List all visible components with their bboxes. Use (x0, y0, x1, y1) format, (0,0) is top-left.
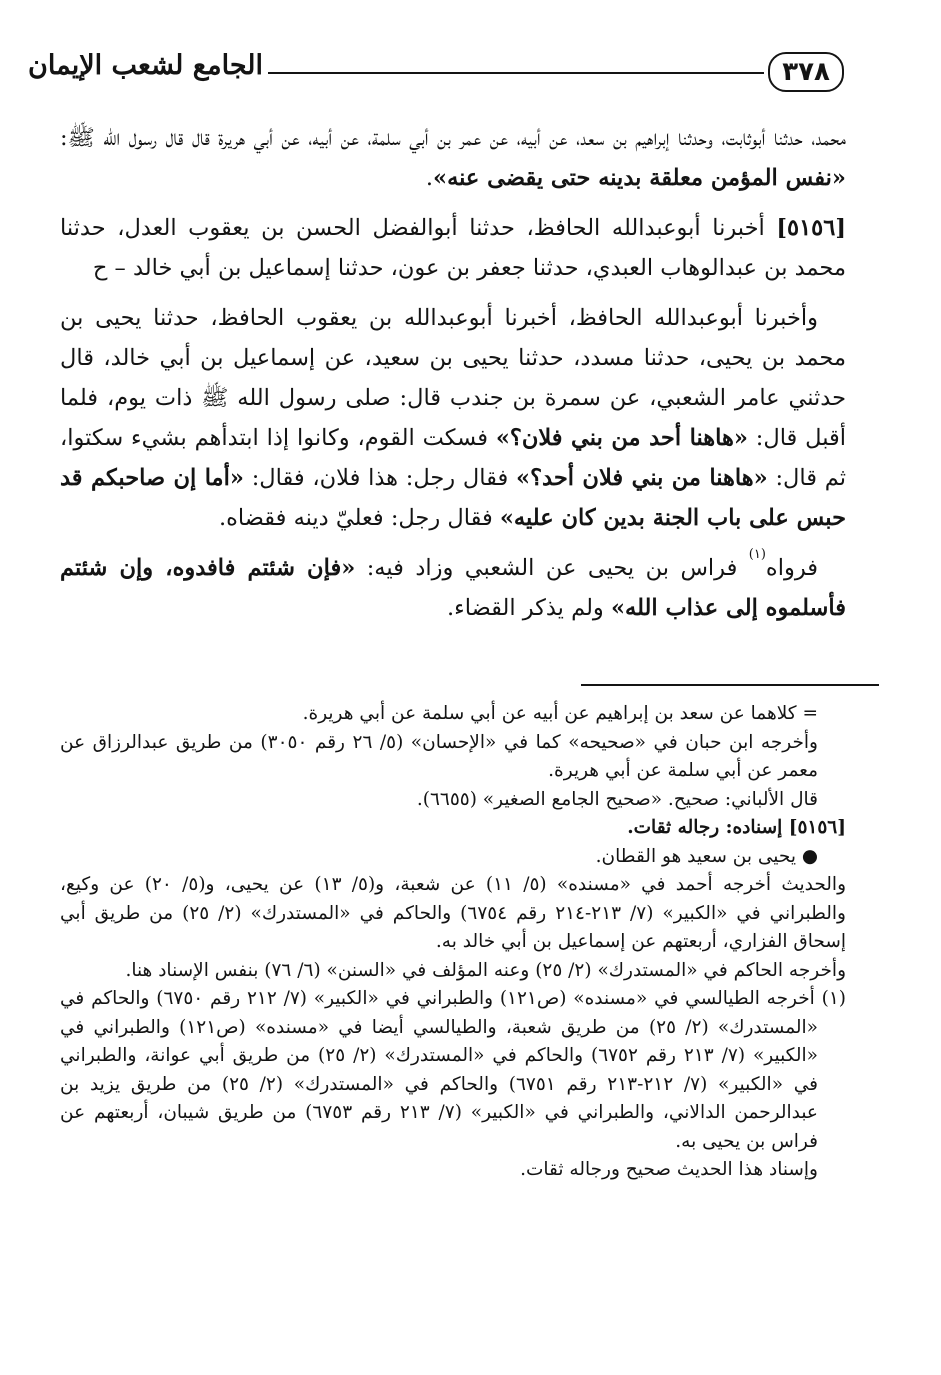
hadith-number: [٥١٥٦] (776, 215, 846, 241)
paragraph (60, 298, 846, 538)
text-run: أخبرنا أبوعبدالله الحافظ، حدثنا أبوالفضل الحسن بن يعقوب العدل، حدثنا محمد بن عبدالوهاب العبدي، حدثنا جعفر بن عون، حدثنا إسماعيل بن أبي خالد – ح (60, 215, 846, 281)
text-run: فرواه (765, 555, 818, 581)
footnote-reference[interactable]: (١) (748, 547, 766, 562)
page-number (768, 52, 844, 92)
page-header (28, 42, 844, 102)
paragraph (60, 118, 846, 198)
text-run: فقال رجل: فعليّ دينه فقضاه. (218, 505, 500, 531)
note-line: وإسناد هذا الحديث صحيح ورجاله ثقات. (520, 1159, 818, 1180)
note-line: والحديث أخرجه أحمد في «مسنده» (٥/ ١١) عن شعبة، و(٥/ ١٣) عن يحيى، و(٥/ ٢٠) عن وكيع، والطبراني في «الكبير» (٧/ ٢١٣-٢١٤ رقم ٦٧٥٤) والحاكم في «المستدرك» (٢/ ٢٥) من طريق أبي إسحاق الفزاري، أربعتهم عن إسماعيل بن أبي خالد به. (60, 874, 847, 952)
note-line: وأخرجه ابن حبان في «صحيحه» كما في «الإحسان» (٥/ ٢٦ رقم ٣٠٥٠) من طريق عبدالرزاق عن معمر عن أبي سلمة عن أبي هريرة. (60, 731, 818, 781)
hadith-quote: «أما إن صاحبكم قد حبس على باب الجنة بدين كان عليه» (60, 465, 846, 531)
note-line (60, 814, 846, 843)
note-line: = كلاهما عن سعد بن إبراهيم عن أبيه عن أبي سلمة عن أبي هريرة. (302, 703, 818, 724)
paragraph (60, 548, 846, 628)
header-rule (268, 72, 764, 74)
note-line: ● يحيى بن سعيد هو القطان. (595, 845, 818, 867)
text-run: فراس بن يحيى عن الشعبي وزاد فيه: (355, 555, 749, 581)
paragraph (60, 208, 846, 288)
text-run: وأخبرنا أبوعبدالله الحافظ، أخبرنا أبوعبدالله بن يعقوب الحافظ، حدثنا يحيى بن محمد بن يحيى، حدثنا مسدد، حدثنا يحيى بن سعيد، عن إسماعيل بن أبي خالد، قال حدثني عامر الشعبي، عن سمرة بن جندب قال: صلى رسول الله ﷺ ذات يوم، فلما أقبل قال: (60, 305, 847, 451)
note-line: وأخرجه الحاكم في «المستدرك» (٢/ ٢٥) وعنه المؤلف في «السنن» (٦/ ٧٦) بنفس الإسناد هنا. (125, 959, 846, 981)
note-line: قال الألباني: صحيح. «صحيح الجامع الصغير» (٦٦٥٥). (416, 788, 818, 810)
hadith-number: [٥١٥٦] (788, 817, 846, 838)
text-run: فسكت القوم، وكانوا إذا ابتدأهم بشيء سكتوا، ثم قال: (60, 425, 847, 491)
hadith-quote: «فإن شئتم فافدوه، وإن شئتم فأسلموه إلى عذاب الله» (60, 555, 846, 621)
hadith-quote: «هاهنا أحد من بني فلان؟» (495, 425, 748, 451)
text-run: فقال رجل: هذا فلان، فقال: (243, 465, 517, 491)
footnotes (60, 700, 846, 1185)
text-run: محمد، حدثنا أبوثابت، وحدثنا إبراهيم بن سعد، عن أبيه، عن عمر بن أبي سلمة، عن أبيه، عن أبي هريرة قال قال رسول الله ﷺ: (60, 125, 846, 151)
footnote-item: (١) أخرجه الطيالسي في «مسنده» (ص١٢١) والطبراني في «الكبير» (٧/ ٢١٢ رقم ٦٧٥٠) والحاكم في «المستدرك» (٢/ ٢٥) من طريق شعبة، والطيالسي أيضا في «مسنده» (ص١٢١) والطبراني في «الكبير» (٧/ ٢١٣ رقم ٦٧٥٢) والحاكم في «المستدرك» (٢/ ٢٥) من طريق أبي عوانة، والطبراني في «الكبير» (٧/ ٢١٢-٢١٣ رقم ٦٧٥١) والحاكم في «المستدرك» (٢/ ٢٥) من طريق يزيد بن عبدالرحمن الدالاني، والطبراني في «الكبير» (٧/ ٢١٣ رقم ٦٧٥٣) من طريق شيبان، أربعتهم عن فراس بن يحيى به. (60, 988, 846, 1152)
running-title: الجامع لشعب الإيمان (28, 50, 263, 81)
text-run: إسناده: رجاله ثقات. (627, 817, 789, 838)
page-number-text: ٣٧٨ (782, 57, 830, 87)
hadith-quote: «هاهنا من بني فلان أحد؟» (516, 465, 768, 491)
text-run: . (425, 165, 433, 191)
footnote-separator (581, 684, 879, 686)
main-text (60, 118, 846, 638)
text-run: ولم يذكر القضاء. (447, 595, 611, 621)
hadith-quote: «نفس المؤمن معلقة بدينه حتى يقضى عنه» (433, 165, 846, 191)
